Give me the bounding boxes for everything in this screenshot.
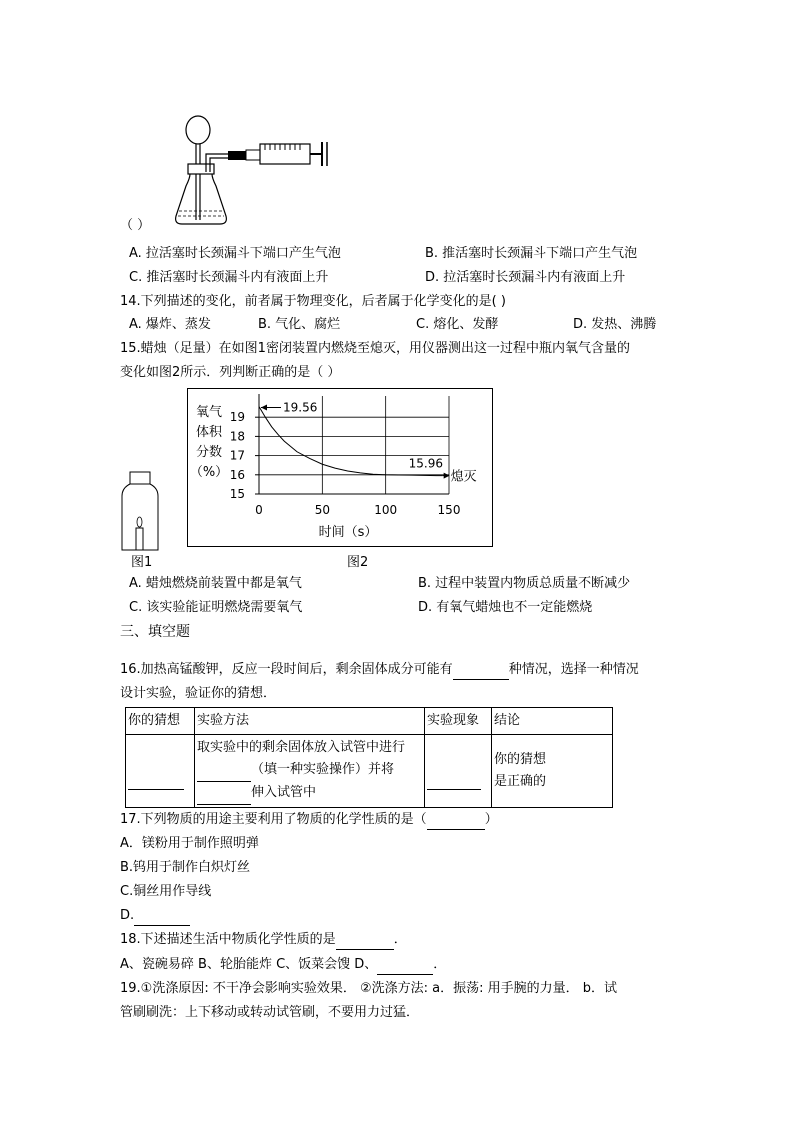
oxygen-chart: [187, 388, 493, 547]
x-tick-label: 150: [437, 503, 461, 517]
y-axis-label: 体积: [195, 425, 223, 440]
method-line-3: 伸入试管中: [251, 785, 317, 800]
y-axis-label: （%）: [189, 465, 229, 480]
method-cell: [195, 735, 425, 808]
figure-2-label: 图2: [347, 555, 369, 570]
question-19-line1: 19.①洗涤原因: 不干净会影响实验效果． ②洗涤方法: a．振荡: 用手腕的力量． b．试: [120, 981, 618, 996]
q18-stem-part-a: 18.下述描述生活中物质化学性质的是: [120, 932, 336, 947]
y-tick-label: 15: [229, 487, 245, 501]
x-axis-label: 时间（s）: [318, 525, 378, 540]
start-value-label: 19.56: [283, 400, 318, 415]
q15-option-a: A. 蜡烛燃烧前装置中都是氧气: [129, 576, 302, 591]
conclusion-line-2: 是正确的: [494, 774, 547, 789]
experiment-table: [125, 707, 613, 808]
q17-answer-blank[interactable]: [427, 811, 485, 830]
question-16-stem-line1: [120, 661, 639, 680]
q18-options-text: A、瓷碗易碎 B、轮胎能炸 C、饭菜会馊 D、: [120, 957, 378, 972]
y-axis-label: 氧气: [195, 405, 223, 420]
q15-option-c: C. 该实验能证明燃烧需要氧气: [129, 600, 303, 615]
question-17-stem: [120, 811, 498, 830]
q17-option-b: B.钨用于制作白炽灯丝: [120, 860, 251, 875]
q14-option-c: C. 熔化、发酵: [416, 317, 499, 332]
q17-option-c: C.铜丝用作导线: [120, 884, 212, 899]
method-item-blank[interactable]: [197, 782, 251, 805]
q18-options: [120, 956, 446, 975]
end-value-label: 15.96: [408, 456, 444, 471]
header-guess: 你的猜想: [126, 708, 195, 735]
question-14-stem: 14.下列描述的变化，前者属于物理变化，后者属于化学变化的是( ): [120, 294, 506, 309]
x-tick-label: 50: [314, 503, 330, 517]
q13-option-c: C. 推活塞时长颈漏斗内有液面上升: [129, 270, 329, 285]
q18-option-d-blank[interactable]: [377, 956, 433, 975]
question-13-paren: （ ）: [120, 218, 151, 233]
q15-option-d: D. 有氧气蜡烛也不一定能燃烧: [418, 600, 593, 615]
header-conclusion: 结论: [492, 708, 613, 735]
question-15-stem-line2: 变化如图2所示．列判断正确的是（ ）: [120, 365, 341, 380]
question-16-stem-line2: 设计实验，验证你的猜想．: [120, 686, 277, 701]
table-row: [126, 735, 613, 808]
candle-bottle-figure: [118, 470, 163, 555]
q17-option-a: A．镁粉用于制作照明弹: [120, 836, 259, 851]
header-phenomenon: 实验现象: [425, 708, 492, 735]
q16-stem-part-b: 种情况，选择一种情况: [508, 662, 639, 677]
y-tick-label: 19: [229, 410, 245, 425]
conclusion-line-1: 你的猜想: [494, 752, 547, 767]
method-line-1: 取实验中的剩余固体放入试管中进行: [197, 740, 406, 755]
extinguish-label: 熄灭: [450, 469, 477, 485]
method-line-2: （填一种实验操作）并将: [251, 762, 395, 777]
guess-blank[interactable]: [128, 767, 184, 790]
question-15-stem-line1: 15.蜡烛（足量）在如图1密闭装置内燃烧至熄灭，用仪器测出这一过程中瓶内氧气含量的: [120, 341, 630, 356]
conclusion-cell: [492, 735, 613, 808]
q17-stem-part-b: ）: [484, 812, 498, 827]
question-18-stem: [120, 931, 407, 950]
q13-option-d: D. 拉活塞时长颈漏斗内有液面上升: [425, 270, 626, 285]
guess-cell: [126, 735, 195, 808]
section-title: 三、填空题: [120, 624, 190, 640]
y-tick-label: 17: [229, 448, 245, 463]
q14-option-b: B. 气化、腐烂: [258, 317, 341, 332]
method-operation-blank[interactable]: [197, 759, 251, 782]
q14-option-a: A. 爆炸、蒸发: [129, 317, 211, 332]
q17-stem-part-a: 17.下列物质的用途主要利用了物质的化学性质的是（: [120, 812, 427, 827]
header-method: 实验方法: [195, 708, 425, 735]
x-tick-label: 100: [374, 503, 398, 517]
q16-blank-count[interactable]: [453, 661, 509, 680]
y-tick-label: 16: [229, 467, 245, 482]
table-header-row: [126, 708, 613, 735]
q16-stem-part-a: 16.加热高锰酸钾，反应一段时间后，剩余固体成分可能有: [120, 662, 453, 677]
q18-options-end: ．: [433, 957, 447, 972]
q17-option-d-blank[interactable]: [134, 907, 190, 926]
figure-1-label: 图1: [131, 555, 153, 570]
q13-option-b: B. 推活塞时长颈漏斗下端口产生气泡: [425, 246, 638, 261]
q14-option-d: D. 发热、沸腾: [573, 317, 657, 332]
question-19-line2: 管刷刷洗：上下移动或转动试管刷，不要用力过猛．: [120, 1005, 420, 1020]
y-axis-label: 分数: [195, 445, 223, 460]
q17-option-d-label: D.: [120, 908, 135, 923]
x-tick-label: 0: [255, 503, 263, 517]
apparatus-figure: [170, 108, 340, 233]
q13-option-a: A. 拉活塞时长颈漏斗下端口产生气泡: [129, 246, 341, 261]
phenomenon-cell: [425, 735, 492, 808]
q15-option-b: B. 过程中装置内物质总质量不断减少: [418, 576, 631, 591]
y-tick-label: 18: [229, 429, 245, 444]
phenomenon-blank[interactable]: [427, 767, 481, 790]
q17-option-d: [120, 907, 190, 926]
q18-stem-part-b: ．: [393, 932, 407, 947]
q18-answer-blank[interactable]: [336, 931, 394, 950]
